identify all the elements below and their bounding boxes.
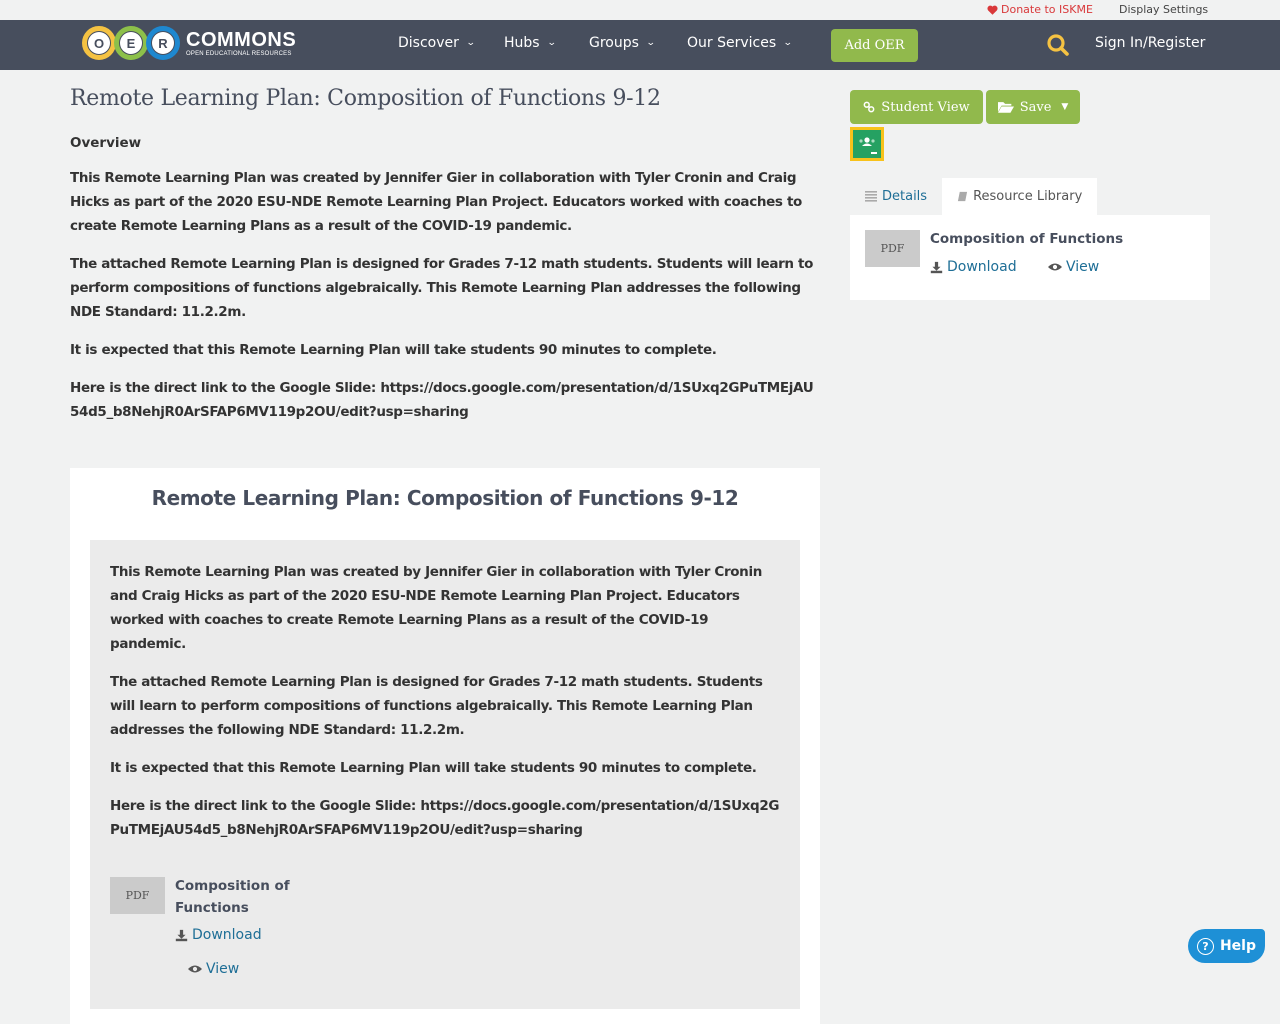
eye-icon xyxy=(188,964,202,974)
overview-text xyxy=(70,166,822,438)
nav-groups[interactable]: Groups ⌄ xyxy=(589,35,656,51)
overview-heading: Overview xyxy=(70,135,142,151)
search-icon[interactable] xyxy=(1046,33,1070,57)
display-settings-link[interactable]: Display Settings xyxy=(1119,3,1209,16)
help-button[interactable]: ? Help xyxy=(1188,929,1265,963)
logo-r-ring: R xyxy=(146,26,180,60)
preview-paragraph: Here is the direct link to the Google Slide: https://docs.google.com/presentation/d/1SUxq2GPuTMEjAU54d5_b8NehjR0ArSFAP6MV119p2OU/edit?usp=sharing xyxy=(110,798,780,838)
book-icon xyxy=(957,191,968,202)
oer-commons-logo[interactable] xyxy=(82,26,296,60)
chevron-down-icon: ⌄ xyxy=(783,38,793,48)
view-link[interactable]: View xyxy=(1048,259,1099,275)
overview-paragraph: It is expected that this Remote Learning Plan will take students 90 minutes to complete. xyxy=(70,342,717,358)
google-classroom-icon xyxy=(854,131,880,157)
resource-title: Composition of Functions xyxy=(175,878,290,916)
tab-resource-library[interactable]: Resource Library xyxy=(942,178,1097,215)
heart-icon xyxy=(987,5,998,15)
sidebar-tabs xyxy=(850,178,1097,215)
google-classroom-share-button[interactable] xyxy=(850,127,884,161)
nav-discover[interactable]: Discover ⌄ xyxy=(398,35,476,51)
nav-our-services[interactable]: Our Services ⌄ xyxy=(687,35,793,51)
page-title: Remote Learning Plan: Composition of Functions 9-12 xyxy=(70,86,661,111)
save-button[interactable]: Save ▼ xyxy=(986,90,1080,124)
donate-link[interactable] xyxy=(987,3,1093,16)
folder-open-icon xyxy=(998,101,1014,113)
logo-wordmark: COMMONS OPEN EDUCATIONAL RESOURCES xyxy=(186,28,297,57)
preview-title: Remote Learning Plan: Composition of Functions 9-12 xyxy=(151,486,739,510)
download-icon xyxy=(930,261,943,274)
preview-paragraph: The attached Remote Learning Plan is designed for Grades 7-12 math students. Students will learn to perform compositions of functions algebraically. This Remote Learning Plan addresses the following NDE Standard: 11.2.2m. xyxy=(110,674,763,738)
chevron-down-icon: ⌄ xyxy=(645,38,656,48)
preview-body xyxy=(90,540,800,1009)
caret-down-icon: ▼ xyxy=(1061,102,1069,112)
eye-icon xyxy=(1048,262,1062,272)
download-link[interactable]: Download xyxy=(930,259,1017,275)
logo-e-ring: E xyxy=(114,26,148,60)
list-icon xyxy=(865,191,877,202)
sign-in-register-link[interactable]: Sign In/Register xyxy=(1095,35,1206,51)
overview-paragraph: This Remote Learning Plan was created by Jennifer Gier in collaboration with Tyler Cronin and Craig Hicks as part of the 2020 ESU-NDE Remote Learning Plan Project. Educators worked with coaches to create Remote Learning Plans as a result of the COVID-19 pandemic. xyxy=(70,170,802,234)
nav-hubs[interactable]: Hubs ⌄ xyxy=(504,35,557,51)
main-navbar xyxy=(0,20,1280,70)
donate-label: Donate to ISKME xyxy=(1001,3,1093,16)
student-view-button[interactable]: Student View xyxy=(850,90,983,124)
resource-title: Composition of Functions xyxy=(930,231,1124,247)
download-icon xyxy=(175,929,188,942)
preview-paragraph: This Remote Learning Plan was created by Jennifer Gier in collaboration with Tyler Cronin and Craig Hicks as part of the 2020 ESU-NDE Remote Learning Plan Project. Educators worked with coaches to create Remote Learning Plans as a result of the COVID-19 pandemic. xyxy=(110,564,762,652)
link-icon xyxy=(863,101,875,113)
resource-library-panel xyxy=(850,215,1210,300)
preview-card xyxy=(70,468,820,1024)
add-oer-button[interactable]: Add OER xyxy=(831,29,918,62)
download-link[interactable]: Download xyxy=(175,927,262,943)
pdf-thumbnail[interactable]: PDF xyxy=(110,877,165,914)
pdf-thumbnail[interactable]: PDF xyxy=(865,230,920,267)
logo-o-ring: O xyxy=(82,26,116,60)
overview-paragraph: Here is the direct link to the Google Slide: https://docs.google.com/presentation/d/1SUxq2GPuTMEjAU54d5_b8NehjR0ArSFAP6MV119p2OU/edit?usp=sharing xyxy=(70,380,814,420)
question-circle-icon: ? xyxy=(1197,938,1214,955)
tab-details[interactable]: Details xyxy=(850,178,942,215)
chevron-down-icon: ⌄ xyxy=(546,38,557,48)
preview-paragraph: It is expected that this Remote Learning Plan will take students 90 minutes to complete. xyxy=(110,760,757,776)
chevron-down-icon: ⌄ xyxy=(465,38,476,48)
view-link[interactable]: View xyxy=(188,961,239,977)
utility-bar xyxy=(0,0,1280,20)
preview-text xyxy=(110,560,780,842)
overview-paragraph: The attached Remote Learning Plan is designed for Grades 7-12 math students. Students will learn to perform compositions of functions algebraically. This Remote Learning Plan addresses the following NDE Standard: 11.2.2m. xyxy=(70,256,814,320)
